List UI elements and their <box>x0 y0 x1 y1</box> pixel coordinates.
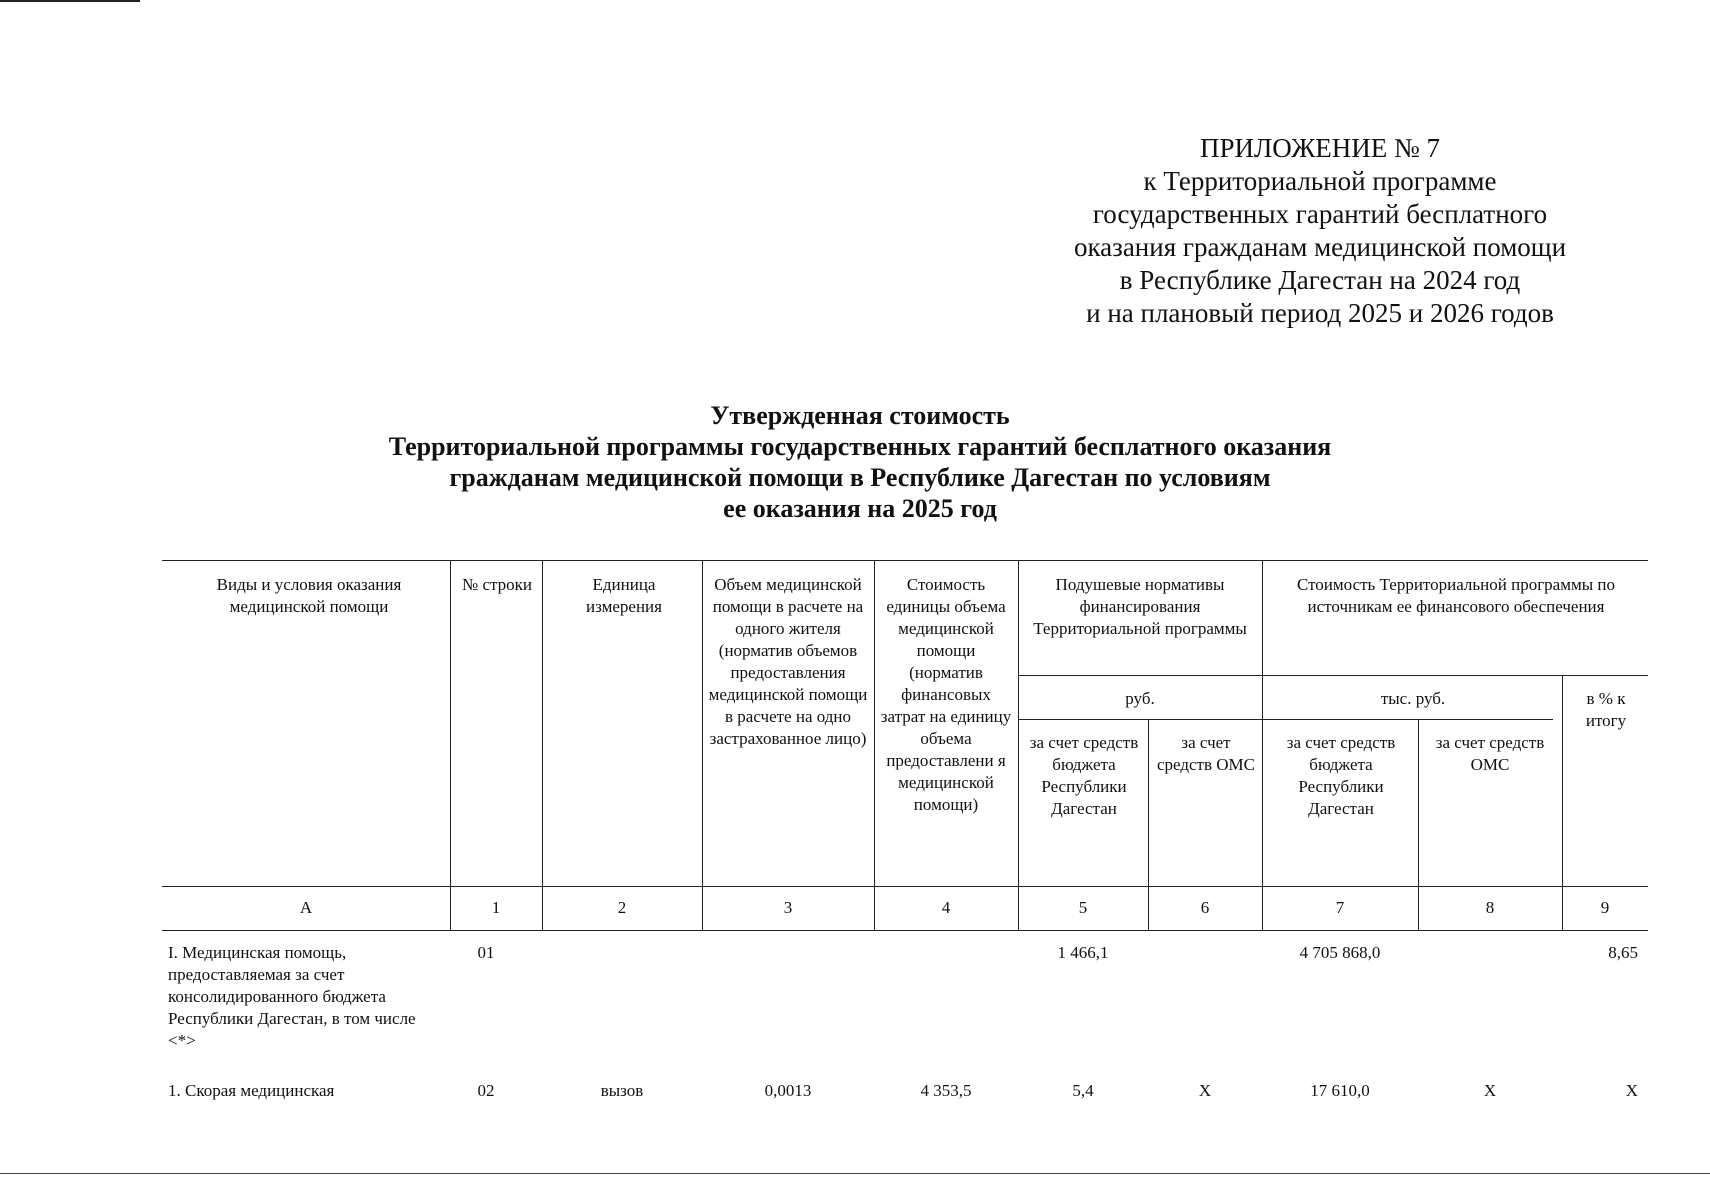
header-col-7: за счет средств бюджета Республики Дагестан <box>1286 733 1396 818</box>
appendix-line: и на плановый период 2025 и 2026 годов <box>1086 298 1554 328</box>
row-02-num: 02 <box>477 1081 495 1100</box>
row-02-unit-cost: 4 353,5 <box>920 1081 972 1100</box>
scan-edge-top <box>0 0 140 2</box>
header-col-5: за счет средств бюджета Республики Дагестан <box>1029 733 1139 818</box>
index-cell: 2 <box>617 898 627 917</box>
col-divider <box>874 560 875 930</box>
header-col-3: Объем медицинской помощи в расчете на одного жителя (норматив объемов предоставления медицинской помощи в расчете на одно застрахованное лицо) <box>708 575 868 748</box>
title-line: ее оказания на 2025 год <box>723 494 997 523</box>
col-divider <box>702 560 703 930</box>
row-01-cost-budget: 4 705 868,0 <box>1299 943 1381 962</box>
header-group-cost: Стоимость Территориальной программы по источникам ее финансового обеспечения <box>1296 575 1616 616</box>
cost-table <box>162 560 1648 1120</box>
header-thous-rub: тыс. руб. <box>1380 689 1446 708</box>
index-row-rule <box>162 930 1648 931</box>
header-col-a: Виды и условия оказания медицинской помощи <box>216 575 402 616</box>
row-02-cost-oms: Х <box>1483 1081 1497 1100</box>
index-cell: 8 <box>1485 898 1495 917</box>
scan-edge-bottom <box>0 1173 1710 1174</box>
index-cell: 1 <box>491 898 501 917</box>
table-top-rule <box>162 560 1648 561</box>
header-rub: руб. <box>1125 689 1155 708</box>
index-cell: 6 <box>1200 898 1210 917</box>
header-col-8: за счет средств ОМС <box>1435 733 1545 774</box>
header-pct: в % к итогу <box>1585 689 1627 730</box>
appendix-line: к Территориальной программе <box>1143 166 1497 196</box>
appendix-heading <box>1010 132 1630 330</box>
header-group-percapita: Подушевые нормативы финансирования Территориальной программы <box>1033 575 1247 638</box>
title-line: гражданам медицинской помощи в Республике Дагестан по условиям <box>449 463 1271 492</box>
row-02-volume: 0,0013 <box>764 1081 812 1100</box>
appendix-line: ПРИЛОЖЕНИЕ № 7 <box>1199 133 1441 163</box>
header-col-6: за счет средств ОМС <box>1157 733 1255 774</box>
header-subrule <box>1258 719 1553 720</box>
row-02-unit: вызов <box>600 1081 644 1100</box>
row-02-name: 1. Скорая медицинская <box>168 1081 335 1100</box>
title-line: Территориальной программы государственных гарантий бесплатного оказания <box>388 432 1332 461</box>
index-cell: А <box>299 898 313 917</box>
header-col-4: Стоимость единицы объема медицинской помощи (норматив финансовых затрат на единицу объема предоставлени я медицинской помощи) <box>880 575 1012 814</box>
col-divider <box>1018 560 1019 930</box>
row-01-pct: 8,65 <box>1608 943 1638 962</box>
index-cell: 7 <box>1335 898 1345 917</box>
row-01-percapita-budget: 1 466,1 <box>1057 943 1109 962</box>
row-02-cost-budget: 17 610,0 <box>1310 1081 1370 1100</box>
col-divider <box>1562 675 1563 930</box>
row-02-pct: Х <box>1625 1081 1638 1100</box>
header-subrule <box>1018 675 1648 676</box>
index-cell: 3 <box>783 898 793 917</box>
index-cell: 4 <box>941 898 951 917</box>
col-divider <box>542 560 543 930</box>
appendix-line: оказания гражданам медицинской помощи <box>1073 232 1567 262</box>
row-01-name: I. Медицинская помощь, предоставляемая за счет консолидированного бюджета Республики Дагестан, в том числе <*> <box>168 943 416 1050</box>
appendix-line: в Республике Дагестан на 2024 год <box>1119 265 1521 295</box>
appendix-line: государственных гарантий бесплатного <box>1092 199 1548 229</box>
row-02-percapita-budget: 5,4 <box>1072 1081 1094 1100</box>
index-cell: 5 <box>1078 898 1088 917</box>
header-bottom-rule <box>162 886 1648 887</box>
document-title <box>300 400 1420 524</box>
col-divider <box>1262 560 1263 930</box>
row-02-percapita-oms: Х <box>1198 1081 1212 1100</box>
row-01-num: 01 <box>477 943 495 962</box>
header-col-1: № строки <box>462 575 533 594</box>
header-col-2: Единица измерения <box>586 575 662 616</box>
index-cell: 9 <box>1600 898 1610 917</box>
col-divider <box>450 560 451 930</box>
title-line: Утвержденная стоимость <box>710 401 1010 430</box>
